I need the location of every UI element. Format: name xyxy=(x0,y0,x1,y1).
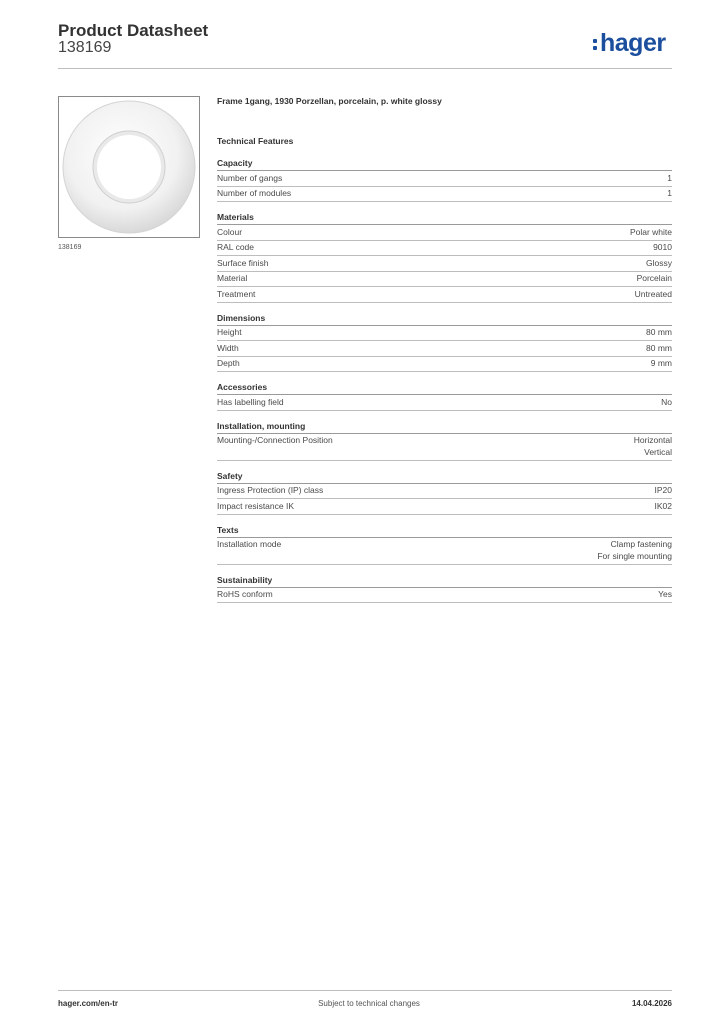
spec-row xyxy=(217,484,672,500)
section-title: Dimensions xyxy=(217,312,672,326)
spec-value-line: No xyxy=(661,396,672,407)
spec-value-line: Untreated xyxy=(634,288,672,299)
spec-value xyxy=(655,485,673,497)
spec-row xyxy=(217,287,672,303)
section-title: Materials xyxy=(217,211,672,225)
spec-value xyxy=(597,539,672,562)
spec-row xyxy=(217,225,672,241)
section xyxy=(217,157,672,202)
spec-value-line: 80 mm xyxy=(646,342,672,353)
section-title: Safety xyxy=(217,470,672,484)
spec-label: Ingress Protection (IP) class xyxy=(217,485,324,495)
spec-row xyxy=(217,171,672,187)
section-title: Installation, mounting xyxy=(217,420,672,434)
header-divider xyxy=(58,68,672,69)
product-image xyxy=(58,96,200,238)
spec-label: RoHS conform xyxy=(217,589,273,599)
spec-label: Mounting-/Connection Position xyxy=(217,435,333,445)
spec-value-line: 1 xyxy=(667,172,672,183)
feature-sections xyxy=(217,157,672,603)
spec-row xyxy=(217,588,672,604)
spec-value-line: IP20 xyxy=(654,485,672,495)
logo-dots-icon xyxy=(593,39,597,50)
spec-value xyxy=(630,227,672,239)
footer-date: 14.04.2026 xyxy=(631,999,672,1008)
spec-label: Number of gangs xyxy=(217,172,283,183)
spec-row xyxy=(217,326,672,342)
spec-value xyxy=(667,188,672,200)
section xyxy=(217,524,672,565)
spec-label: Treatment xyxy=(217,288,256,299)
spec-value-line: 1 xyxy=(667,188,672,198)
spec-row xyxy=(217,256,672,272)
spec-value-line: Porcelain xyxy=(636,273,672,283)
spec-value-line: 9 mm xyxy=(650,358,672,368)
section xyxy=(217,211,672,303)
product-number: 138169 xyxy=(58,39,112,56)
spec-value xyxy=(646,258,672,270)
spec-label: RAL code xyxy=(217,242,255,252)
spec-value-line: Horizontal xyxy=(633,435,672,445)
spec-label: Depth xyxy=(217,358,240,368)
spec-label: Material xyxy=(217,273,248,283)
footer-divider xyxy=(58,990,672,991)
spec-label: Impact resistance IK xyxy=(217,500,295,511)
footer-website: hager.com/en-tr xyxy=(58,999,119,1008)
image-caption: 138169 xyxy=(58,244,82,251)
spec-row xyxy=(217,357,672,373)
spec-label: Has labelling field xyxy=(217,396,284,407)
spec-value-line: 80 mm xyxy=(646,327,672,337)
spec-row xyxy=(217,241,672,257)
spec-label: Width xyxy=(217,342,239,353)
page-title: Product Datasheet xyxy=(58,21,209,40)
spec-row xyxy=(217,272,672,288)
spec-label: Number of modules xyxy=(217,188,292,198)
spec-value xyxy=(634,435,672,458)
spec-row xyxy=(217,434,672,461)
spec-value-line: Polar white xyxy=(629,226,672,237)
spec-value-line: IK02 xyxy=(654,500,672,511)
hager-logo xyxy=(593,28,666,58)
section-title: Texts xyxy=(217,524,672,538)
spec-value-line: 9010 xyxy=(653,242,672,252)
spec-row xyxy=(217,341,672,357)
spec-value-line: Yes xyxy=(658,589,672,599)
section xyxy=(217,381,672,411)
section xyxy=(217,574,672,604)
spec-value xyxy=(653,242,672,254)
spec-value xyxy=(667,173,672,185)
spec-label: Colour xyxy=(217,226,243,237)
spec-value xyxy=(655,501,673,513)
section xyxy=(217,470,672,515)
spec-value xyxy=(651,358,672,370)
spec-value xyxy=(646,343,672,355)
section-title: Capacity xyxy=(217,157,672,171)
spec-value xyxy=(635,289,672,301)
spec-value xyxy=(637,273,672,285)
section xyxy=(217,312,672,373)
product-title: Frame 1gang, 1930 Porzellan, porcelain, p. white glossy xyxy=(217,96,442,106)
spec-value-line: Clamp fastening xyxy=(610,539,672,549)
spec-value xyxy=(661,397,672,409)
spec-label: Surface finish xyxy=(217,257,269,268)
spec-label: Height xyxy=(217,327,242,337)
spec-value xyxy=(658,589,672,601)
footer-notice: Subject to technical changes xyxy=(318,999,420,1008)
spec-label: Installation mode xyxy=(217,539,282,549)
round-frame-icon xyxy=(59,97,199,237)
logo-wordmark: hager xyxy=(600,29,666,57)
spec-row xyxy=(217,187,672,203)
spec-value-line: For single mounting xyxy=(597,550,672,561)
section-title: Sustainability xyxy=(217,574,672,588)
spec-value-line: Glossy xyxy=(646,257,672,268)
section-title: Accessories xyxy=(217,381,672,395)
spec-row xyxy=(217,538,672,565)
section xyxy=(217,420,672,461)
features-heading: Technical Features xyxy=(217,136,294,146)
spec-row xyxy=(217,499,672,515)
spec-value xyxy=(646,327,672,339)
spec-row xyxy=(217,395,672,411)
spec-value-line: Vertical xyxy=(644,446,672,457)
technical-content xyxy=(217,95,672,612)
